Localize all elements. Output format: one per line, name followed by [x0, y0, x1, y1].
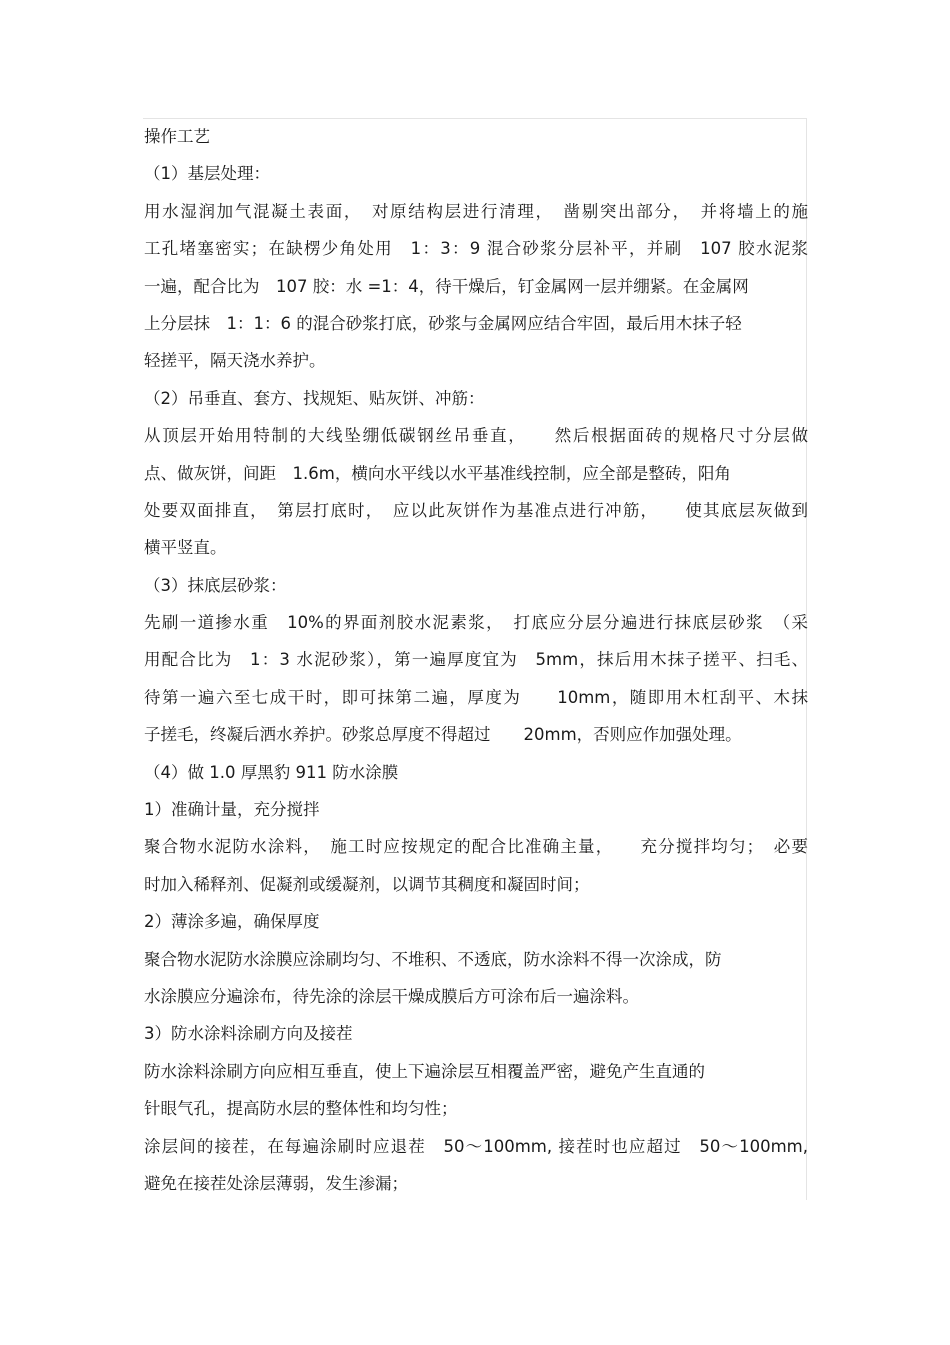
text-line: 工孔堵塞密实；在缺楞少角处用 1：3：9 混合砂浆分层补平，并刷 107 胶水泥浆	[144, 239, 808, 259]
text-line: （3）抹底层砂浆：	[144, 575, 287, 595]
text-line: 横平竖直。	[144, 538, 227, 558]
text-line: 从顶层开始用特制的大线坠绷低碳钢丝吊垂直， 然后根据面砖的规格尺寸分层做	[144, 426, 808, 446]
text-line: 轻搓平，隔天浇水养护。	[144, 351, 326, 371]
text-line: 聚合物水泥防水涂料， 施工时应按规定的配合比准确主量， 充分搅拌均匀； 必要	[144, 837, 808, 857]
text-line: 子搓毛，终凝后洒水养护。砂浆总厚度不得超过 20mm，否则应作加强处理。	[144, 725, 742, 745]
text-line: 点、做灰饼，间距 1.6m，横向水平线以水平基准线控制，应全部是整砖，阳角	[144, 463, 731, 483]
text-line: 处要双面排直， 第层打底时， 应以此灰饼作为基准点进行冲筋， 使其底层灰做到	[144, 500, 808, 520]
text-line: 防水涂料涂刷方向应相互垂直，使上下遍涂层互相覆盖严密，避免产生直通的	[144, 1061, 705, 1081]
text-line: 时加入稀释剂、促凝剂或缓凝剂，以调节其稠度和凝固时间；	[144, 874, 590, 894]
text-line: 2）薄涂多遍，确保厚度	[144, 912, 320, 932]
text-line: （1）基层处理：	[144, 164, 270, 184]
text-line: 水涂膜应分遍涂布，待先涂的涂层干燥成膜后方可涂布后一遍涂料。	[144, 986, 639, 1006]
text-line: 涂层间的接茬，在每遍涂刷时应退茬 50～100mm, 接茬时也应超过 50～100mm,	[144, 1136, 808, 1156]
document-body	[144, 118, 808, 1202]
text-line: 针眼气孔，提高防水层的整体性和均匀性；	[144, 1099, 458, 1119]
text-line: 用配合比为 1：3 水泥砂浆），第一遍厚度宜为 5mm，抹后用木抹子搓平、扫毛、	[144, 650, 808, 670]
text-line: 先刷一道掺水重 10%的界面剂胶水泥素浆， 打底应分层分遍进行抹底层砂浆 （采	[144, 613, 808, 633]
text-line: 一遍，配合比为 107 胶：水 =1：4，待干燥后，钉金属网一层并绷紧。在金属网	[144, 276, 749, 296]
text-line: 1）准确计量，充分搅拌	[144, 800, 320, 820]
text-line: 聚合物水泥防水涂膜应涂刷均匀、不堆积、不透底，防水涂料不得一次涂成，防	[144, 949, 722, 969]
text-line: 避免在接茬处涂层薄弱，发生渗漏；	[144, 1173, 408, 1193]
text-line: 3）防水涂料涂刷方向及接茬	[144, 1024, 353, 1044]
text-line: 待第一遍六至七成干时，即可抹第二遍，厚度为 10mm，随即用木杠刮平、木抹	[144, 687, 808, 707]
text-line: 上分层抹 1：1：6 的混合砂浆打底，砂浆与金属网应结合牢固，最后用木抹子轻	[144, 313, 742, 333]
text-line: 用水湿润加气混凝土表面， 对原结构层进行清理， 凿剔突出部分， 并将墙上的施	[144, 201, 808, 221]
text-line: （2）吊垂直、套方、找规矩、贴灰饼、冲筋：	[144, 388, 485, 408]
text-line: 操作工艺	[144, 127, 210, 146]
text-line: （4）做 1.0 厚黑豹 911 防水涂膜	[144, 762, 399, 782]
